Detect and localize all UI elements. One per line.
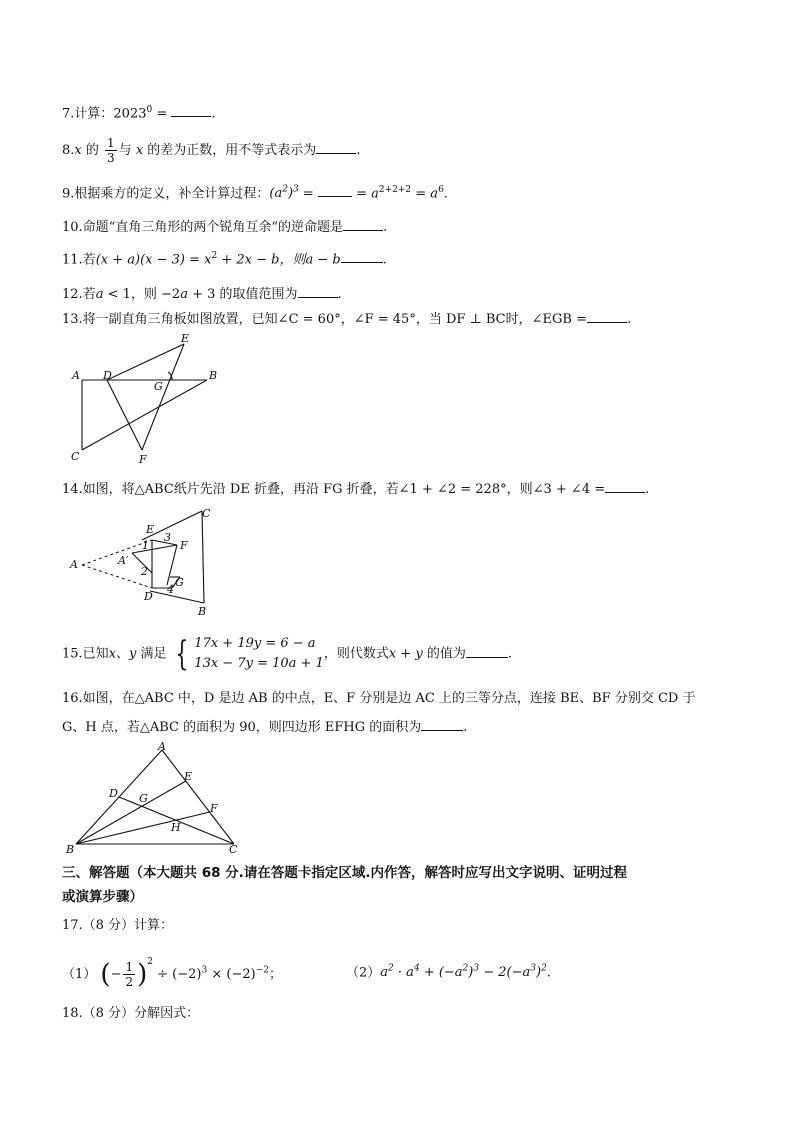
fig16-label-A: A <box>158 740 166 753</box>
q12-text: 12.若 <box>62 287 96 302</box>
q8-den: 3 <box>107 151 115 165</box>
q15-answer-blank[interactable] <box>466 643 508 658</box>
fig16-label-E: E <box>184 770 193 783</box>
q17-p1-tail: ÷ (−2) <box>153 967 202 982</box>
q15-eq1: 17x + 19y = 6 − a <box>194 636 316 651</box>
q15-mid: 满足 <box>136 646 167 662</box>
q17-p2-end: . <box>546 965 551 981</box>
q12-a2: a <box>180 287 188 302</box>
q13-end: . <box>626 312 632 327</box>
q15-rest: ，则代数式 <box>323 646 389 662</box>
q11-sup: 2 <box>211 251 218 261</box>
q15-rest2: 的值为 <box>422 646 466 662</box>
q10-answer-blank[interactable] <box>343 216 383 231</box>
q13-answer-blank[interactable] <box>587 308 627 323</box>
q7-text: 7.计算：2023 <box>62 106 147 122</box>
q8-fraction <box>105 136 117 165</box>
q17-p1-sup0: 2 <box>147 957 154 967</box>
q17-p1-sup2: −2 <box>255 965 269 976</box>
q17-text: 17.（8 分）计算： <box>62 918 174 933</box>
fig13-label-E: E <box>181 332 190 345</box>
q10-text: 10.命题“直角三角形的两个锐角互余”的逆命题是 <box>62 220 343 235</box>
q8-mid: 与 <box>118 143 132 158</box>
section-3-heading-line2 <box>62 888 143 906</box>
fig14-label-4: 4 <box>167 583 174 596</box>
question-12 <box>62 283 342 304</box>
fig16-label-C: C <box>229 843 238 855</box>
q14-answer-blank[interactable] <box>605 478 645 493</box>
q9-eq3: = a <box>411 186 439 202</box>
q15-end: . <box>507 646 512 662</box>
fig14-label-2: 2 <box>141 565 148 578</box>
section3-line2: 或演算步骤） <box>62 889 143 905</box>
q17-p2-label: （2） <box>346 965 381 981</box>
fig16-label-D: D <box>109 787 118 800</box>
question-14 <box>62 478 649 499</box>
q8-answer-blank[interactable] <box>316 139 356 154</box>
q16-line1: 16.如图，在△ABC 中，D 是边 AB 的中点，E、F 分别是边 AC 上的三等分点，连接 BE、BF 分别交 CD 于 <box>62 691 696 706</box>
fig13-label-C: C <box>71 450 80 463</box>
q8-end: . <box>356 143 361 158</box>
q9-sup4: 6 <box>438 185 444 195</box>
q11-end: . <box>382 252 387 268</box>
fig13-label-F: F <box>139 453 147 466</box>
figure-16 <box>62 740 252 855</box>
q8-pre: 8. <box>62 143 75 158</box>
question-9 <box>62 181 448 203</box>
q7-tail: = <box>152 106 168 122</box>
question-10 <box>62 216 387 237</box>
q17-p2-expr: $a^2 \cdot a^4 + (-a^2)^3 - 2(-a^3)^2$ <box>380 964 547 981</box>
question-16-line1 <box>62 690 695 708</box>
q9-pre: 9.根据乘方的定义，补全计算过程： <box>62 186 270 202</box>
q8-rest: 的差为正数，用不等式表示为 <box>143 143 317 158</box>
fig13-label-G: G <box>154 380 163 393</box>
fig14-label-D: D <box>144 590 153 603</box>
fig14-label-F: F <box>180 539 188 552</box>
section3-line1: 三、解答题（本大题共 68 分.请在答题卡指定区域.内作答，解答时应写出文字说明、证明过程 <box>62 865 627 881</box>
fig16-label-F: F <box>210 802 218 815</box>
q17-p1-label: （1） <box>62 967 97 982</box>
q15-system: { 17x + 19y = 6 − a 13x − 7y = 10a + 1 <box>174 634 324 674</box>
q8-num: 1 <box>107 136 115 150</box>
fig16-label-B: B <box>66 843 75 855</box>
fig14-label-A: A <box>70 558 78 571</box>
question-11 <box>62 247 387 269</box>
q17-p1-den: 2 <box>125 975 134 989</box>
q17-p1-fraction <box>123 960 135 989</box>
q16-end: . <box>463 720 468 735</box>
q13-text: 13.将一副直角三角板如图放置，已知∠C = 60°，∠F = 45°，当 DF ⊥ BC时，∠EGB = <box>62 312 587 327</box>
q17-p1-times: × (−2) <box>207 967 256 982</box>
question-15 <box>62 634 512 674</box>
question-7 <box>62 101 216 123</box>
q11-text: 11.若 <box>62 252 96 268</box>
q14-text: 14.如图，将△ABC纸片先沿 DE 折叠，再沿 FG 折叠，若∠1 + ∠2 = 228°，则∠3 + ∠4 = <box>62 482 606 497</box>
question-17-part1: （1） (− $\frac{1}{2}$ )$^2 \div (-2)^3 \times (-2)^{-2}$； <box>62 957 282 990</box>
q12-lt: < 1，则 −2 <box>103 287 181 302</box>
section-3-heading-line1 <box>62 864 627 882</box>
q9-eq1: = <box>298 186 318 202</box>
fig14-label-G: G <box>175 576 184 589</box>
q15-pre: 15.已知 <box>62 646 109 662</box>
q8-x2: x <box>135 143 144 158</box>
fig16-label-H: H <box>171 821 181 834</box>
question-17 <box>62 917 173 935</box>
q7-end: . <box>211 106 216 122</box>
q14-end: . <box>645 482 650 497</box>
q16-answer-blank[interactable] <box>421 716 463 731</box>
q15-eq2: 13x − 7y = 10a + 1 <box>194 656 324 671</box>
question-13 <box>62 308 631 329</box>
q11-expr3: a − b <box>305 252 341 268</box>
q7-sup: 0 <box>146 105 153 115</box>
fig13-label-D: D <box>103 369 112 382</box>
q18-text: 18.（8 分）分解因式： <box>62 1006 200 1021</box>
question-18 <box>62 1005 199 1023</box>
q10-end: . <box>382 220 388 235</box>
q7-answer-blank[interactable] <box>171 102 211 117</box>
fig13-label-B: B <box>209 369 218 382</box>
fig14-label-1: 1 <box>142 539 149 552</box>
fig14-label-A-prime: A′ <box>118 554 129 567</box>
q15-vars: x、y <box>108 646 137 662</box>
fig14-label-3: 3 <box>164 531 171 544</box>
figure-13 <box>62 332 232 467</box>
q8-x: x <box>74 143 82 158</box>
question-17-part2 <box>346 960 551 982</box>
fig14-label-B: B <box>198 605 207 618</box>
fig14-label-C: C <box>202 507 211 520</box>
q12-answer-blank[interactable] <box>298 283 338 298</box>
q12-a: a <box>95 287 104 302</box>
q16-line2: G、H 点，若△ABC 的面积为 90，则四边形 EFHG 的面积为 <box>62 720 422 735</box>
q17-p1-num: 1 <box>125 960 134 974</box>
q9-answer-blank[interactable] <box>318 182 352 197</box>
fig14-label-E: E <box>146 523 155 536</box>
q12-end: . <box>337 287 342 302</box>
q8-de: 的 <box>81 143 99 158</box>
q9-sup3: 2+2+2 <box>378 185 412 195</box>
q15-expr: x + y <box>388 646 423 662</box>
fig13-label-A: A <box>72 369 80 382</box>
figure-14 <box>62 503 222 618</box>
question-8 <box>62 136 360 165</box>
q11-expr2: + 2x − b，则 <box>217 252 306 268</box>
q17-p1-end: ； <box>268 967 282 982</box>
q12-rest: + 3 的取值范围为 <box>187 287 298 302</box>
q9-expr: $(a^2)^3$ <box>269 185 299 202</box>
fig16-label-G: G <box>139 792 148 805</box>
q9-end: . <box>443 186 448 202</box>
q17-p1-sup1: 3 <box>201 965 208 976</box>
q11-expr: (x + a)(x − 3) = x <box>95 252 212 268</box>
q11-answer-blank[interactable] <box>341 248 383 263</box>
q9-eq2: = a <box>351 186 379 202</box>
question-16-line2 <box>62 716 467 737</box>
